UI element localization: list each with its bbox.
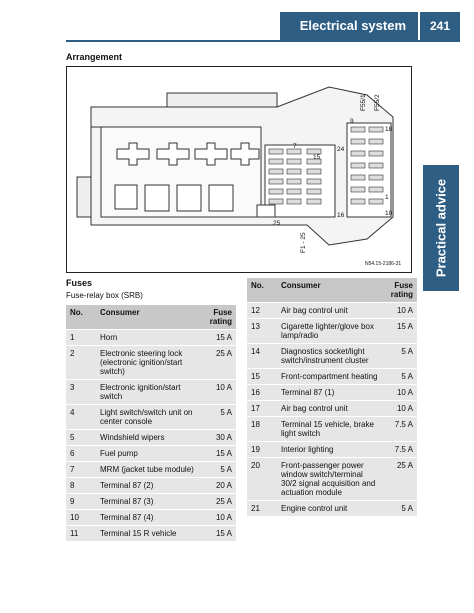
fuse-consumer: Terminal 87 (3) (96, 494, 199, 510)
fuse-consumer: Air bag control unit (277, 303, 384, 319)
fuse-rating: 20 A (199, 478, 236, 494)
label-24: 24 (337, 146, 345, 153)
chapter-tab-label: Practical advice (433, 178, 449, 278)
fuse-number: 2 (66, 346, 96, 380)
fuse-consumer: Air bag control unit (277, 401, 384, 417)
column-header-no: No. (66, 305, 96, 330)
label-25: 25 (273, 220, 281, 227)
fuse-number: 19 (247, 442, 277, 458)
fuse-consumer: Terminal 87 (2) (96, 478, 199, 494)
fuses-subheading: Fuse-relay box (SRB) (66, 291, 143, 300)
table-row (247, 458, 417, 501)
fuse-rating: 5 A (384, 501, 417, 517)
fuse-number: 4 (66, 405, 96, 430)
fuse-rating: 25 A (199, 494, 236, 510)
fuse-consumer: Terminal 87 (1) (277, 385, 384, 401)
fuse-number: 16 (247, 385, 277, 401)
fuse-consumer: Fuel pump (96, 446, 199, 462)
fuse-consumer: Light switch/switch unit on center console (96, 405, 199, 430)
table-header-row (66, 305, 236, 330)
fuse-number: 8 (66, 478, 96, 494)
fuse-rating: 25 A (384, 458, 417, 501)
label-f55-1: F55/1 (360, 94, 367, 111)
table-row (66, 380, 236, 405)
fuse-consumer: Engine control unit (277, 501, 384, 517)
fuse-rating: 10 A (199, 380, 236, 405)
fuse-consumer: Interior lighting (277, 442, 384, 458)
label-7: 7 (293, 143, 297, 150)
table-row (66, 405, 236, 430)
fuse-number: 14 (247, 344, 277, 369)
fuse-rating: 15 A (199, 446, 236, 462)
label-9: 9 (350, 118, 354, 125)
fuse-number: 17 (247, 401, 277, 417)
table-row (247, 344, 417, 369)
table-row (247, 385, 417, 401)
fuse-number: 5 (66, 430, 96, 446)
table-row (247, 417, 417, 442)
label-16: 16 (337, 212, 345, 219)
fuse-rating: 15 A (199, 526, 236, 542)
fuse-number: 11 (66, 526, 96, 542)
label-15: 15 (313, 154, 321, 161)
fuse-consumer: Terminal 15 vehicle, brake light switch (277, 417, 384, 442)
figure-code: N54.15-2186-31 (365, 261, 402, 267)
fuse-number: 7 (66, 462, 96, 478)
fuse-number: 20 (247, 458, 277, 501)
column-header-consumer: Consumer (96, 305, 199, 330)
fuse-rating: 10 A (199, 510, 236, 526)
fuse-number: 12 (247, 303, 277, 319)
table-row (66, 430, 236, 446)
fuse-rating: 5 A (384, 369, 417, 385)
fuse-consumer: Front-passenger power window switch/terminal 30/2 signal acquisition and actuation module (277, 458, 384, 501)
fuse-consumer: Horn (96, 330, 199, 346)
fuse-number: 9 (66, 494, 96, 510)
label-f1-25: F1 - 25 (300, 232, 307, 253)
fuse-rating: 7.5 A (384, 417, 417, 442)
fuse-consumer: MRM (jacket tube module) (96, 462, 199, 478)
column-header-rating: Fuse rating (199, 305, 236, 330)
fuse-box-diagram (66, 66, 412, 273)
fuse-rating: 5 A (199, 405, 236, 430)
table-row (247, 501, 417, 517)
table-row (66, 478, 236, 494)
fuse-rating: 5 A (384, 344, 417, 369)
fuse-consumer: Terminal 87 (4) (96, 510, 199, 526)
fuse-rating: 15 A (384, 319, 417, 344)
fuse-number: 6 (66, 446, 96, 462)
fuse-rating: 5 A (199, 462, 236, 478)
table-row (247, 401, 417, 417)
table-row (66, 494, 236, 510)
fuse-rating: 30 A (199, 430, 236, 446)
label-1: 1 (385, 194, 389, 201)
fuse-consumer: Cigarette lighter/glove box lamp/radio (277, 319, 384, 344)
fuse-rating: 10 A (384, 401, 417, 417)
fuse-table-left (66, 305, 236, 542)
chapter-tab (423, 165, 459, 291)
label-10: 10 (385, 210, 393, 217)
column-header-consumer: Consumer (277, 278, 384, 303)
table-row (247, 319, 417, 344)
table-header-row (247, 278, 417, 303)
fuse-table-right (247, 278, 417, 517)
fuse-box-drawing (67, 67, 411, 272)
fuse-consumer: Windshield wipers (96, 430, 199, 446)
page-header (0, 12, 474, 40)
fuse-rating: 10 A (384, 303, 417, 319)
table-row (66, 510, 236, 526)
header-rule (66, 40, 460, 42)
fuse-number: 3 (66, 380, 96, 405)
fuse-rating: 15 A (199, 330, 236, 346)
column-header-no: No. (247, 278, 277, 303)
fuse-number: 15 (247, 369, 277, 385)
table-row (66, 526, 236, 542)
fuse-consumer: Electronic ignition/start switch (96, 380, 199, 405)
fuse-consumer: Diagnostics socket/light switch/instrument cluster (277, 344, 384, 369)
table-row (66, 462, 236, 478)
fuse-consumer: Terminal 15 R vehicle (96, 526, 199, 542)
fuse-number: 1 (66, 330, 96, 346)
section-title: Electrical system (280, 12, 418, 40)
table-row (66, 446, 236, 462)
table-row (66, 346, 236, 380)
label-f55-2: F55/2 (374, 94, 381, 111)
column-header-rating: Fuse rating (384, 278, 417, 303)
label-18: 18 (385, 126, 393, 133)
fuse-consumer: Electronic steering lock (electronic ignition/start switch) (96, 346, 199, 380)
fuse-consumer: Front-compartment heating (277, 369, 384, 385)
fuse-number: 13 (247, 319, 277, 344)
table-row (66, 330, 236, 346)
fuses-heading: Fuses (66, 278, 93, 288)
fuse-rating: 10 A (384, 385, 417, 401)
fuse-number: 21 (247, 501, 277, 517)
table-row (247, 442, 417, 458)
arrangement-heading: Arrangement (66, 52, 123, 62)
fuse-rating: 25 A (199, 346, 236, 380)
table-row (247, 303, 417, 319)
fuse-number: 10 (66, 510, 96, 526)
page-number: 241 (418, 12, 460, 40)
fuse-number: 18 (247, 417, 277, 442)
fuse-rating: 7.5 A (384, 442, 417, 458)
table-row (247, 369, 417, 385)
